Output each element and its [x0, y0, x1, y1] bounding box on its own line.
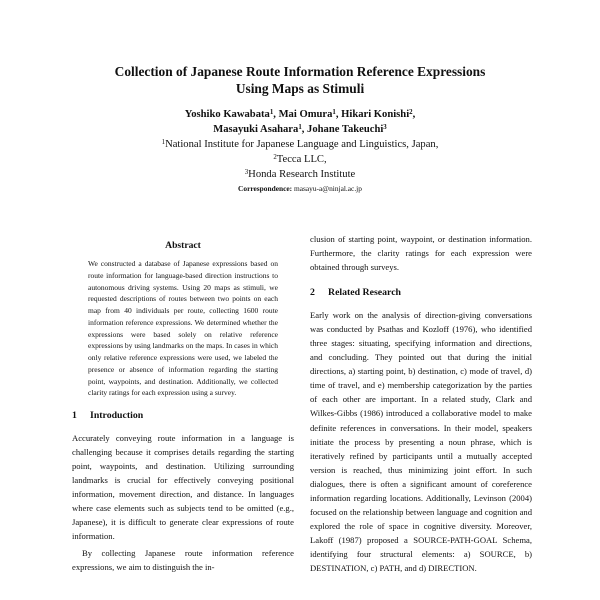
affiliation-3: $^3$Honda Research Institute: [244, 169, 356, 180]
right-column: [310, 234, 532, 575]
section-heading-related-research: [310, 286, 532, 300]
author-name: Johane Takeuchi: [307, 124, 384, 135]
correspondence: [40, 183, 560, 195]
paper-title: [40, 63, 560, 97]
abstract-heading: Abstract: [165, 240, 201, 251]
section-number: 2: [310, 287, 315, 299]
correspondence-label: Correspondence:: [238, 184, 293, 193]
title-line-2: Using Maps as Stimuli: [235, 81, 365, 96]
section-heading-introduction: [72, 409, 294, 423]
section-title: Related Research: [328, 287, 402, 299]
author-affiliation-mark: 1: [298, 124, 302, 132]
paper-header: [40, 63, 560, 195]
author-affiliation-mark: 2: [409, 109, 413, 117]
related-research-paragraph: Early work on the analysis of direction-giving conversations was conducted by Psathas and Kozloff (1976), who identified three stages: situating, specifying information and directions, and concluding. They pointed out that during the initial directions, a) starting point, b) destination, c) mode of travel, d) time of travel, and e) membership categorization by the parties of each other are important. In a related study, Clark and Wilkes-Gibbs (1986) introduced a collaborative model to make definite references in conversations. In their model, speakers initiate the process by presenting a noun phrase, which is iteratively refined by participants until a mutually accepted version is reached, thus minimizing joint effort. In such dialogues, there is often a significant amount of coreference information regarding locations. Additionally, Levinson (2004) focused on the relationship between language and cognition and explored the role of space in cognitive diversity. Moreover, Lakoff (1987) proposed a SOURCE-PATH-GOAL Schema, identifying four structural elements: a) SOURCE, b) DESTINATION, c) PATH, and d) DIRECTION.: [310, 310, 532, 573]
affiliation-1: $^1$National Institute for Japanese Language and Linguistics, Japan,: [161, 139, 439, 150]
author-name: Masayuki Asahara: [213, 124, 299, 135]
title-line-1: Collection of Japanese Route Information Reference Expressions: [114, 64, 486, 79]
affiliation-2: $^2$Tecca LLC,: [273, 154, 327, 165]
author-affiliation-mark: 1: [269, 109, 274, 117]
left-column: [72, 240, 294, 574]
author-name: Mai Omura: [278, 109, 333, 120]
author-affiliation-mark: 3: [383, 124, 387, 132]
author-name: Yoshiko Kawabata: [184, 109, 270, 120]
abstract-body: We constructed a database of Japanese expressions based on route information for language-based direction instructions to autonomous driving systems. Using 20 maps as stimuli, we requested descriptions of routes between two points on each map from 40 individuals per route, collecting 1600 route information reference expressions. We determined whether the expressions were based solely on relative reference expressions by using landmarks on the maps. In cases in which only relative reference expressions were used, we labeled the presence or absence of information regarding the starting point, waypoints, and destination. Additionally, we collected clarity ratings for each expression using a survey.: [88, 259, 278, 398]
intro-paragraph-2: By collecting Japanese route information reference expressions, we aim to distinguish the in-: [72, 548, 294, 573]
intro-continuation-paragraph: clusion of starting point, waypoint, or destination information. Furthermore, the clarity ratings for each expression were obtained through surveys.: [310, 234, 532, 273]
intro-paragraph-1: Accurately conveying route information in a language is challenging because it comprises details regarding the starting point, waypoints, and destination. Utilizing surrounding landmarks is crucial for effectively conveying positional information, movement direction, and distance. In languages where case elements such as subjects tend to be omitted (e.g., Japanese), it is difficult to generate clear expressions of route information.: [72, 433, 294, 542]
author-name: Hikari Konishi: [341, 109, 410, 120]
section-title: Introduction: [90, 410, 144, 421]
author-affiliation-mark: 1: [332, 109, 336, 117]
section-number: 1: [72, 410, 77, 421]
correspondence-email[interactable]: masayu-a@ninjal.ac.jp: [293, 184, 362, 193]
author-list: Yoshiko Kawabata$^1$, Mai Omura$^1$, Hikari Konishi$^2$, Masayuki Asahara$^1$, Johane Takeuchi$^3$: [184, 109, 416, 135]
